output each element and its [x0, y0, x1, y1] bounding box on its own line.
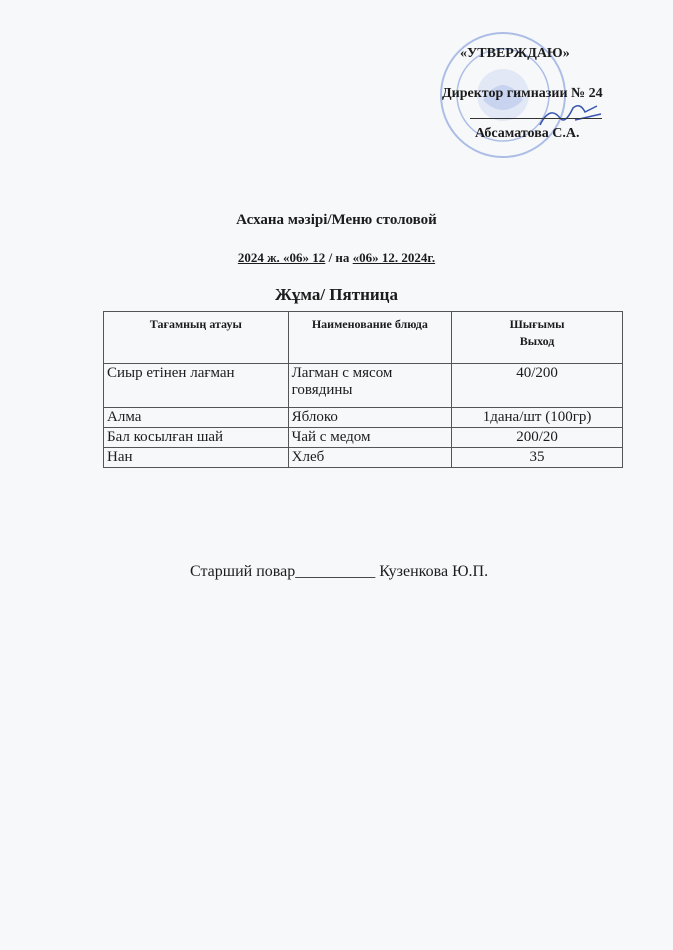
dish-yield: 1дана/шт (100гр)	[452, 408, 623, 428]
column-header: Шығымы Выход	[452, 312, 623, 364]
day-of-week: Жұма/ Пятница	[275, 285, 398, 304]
dish-name-ru: Яблоко	[288, 408, 451, 428]
dish-name-ru: Хлеб	[288, 448, 451, 468]
chef-signature-line: Старший повар__________ Кузенкова Ю.П.	[190, 563, 489, 580]
dish-name-ru: Лагман с мясом говядины	[288, 364, 451, 408]
dish-name-ru: Чай с медом	[288, 428, 451, 448]
signature-line	[470, 118, 602, 119]
dish-yield: 200/20	[452, 428, 623, 448]
date-kz: 2024 ж. «06» 12	[237, 250, 326, 265]
dish-yield: 35	[452, 448, 623, 468]
dish-yield: 40/200	[452, 364, 623, 408]
date-separator: / на	[325, 250, 353, 265]
table-row	[104, 428, 623, 448]
table-row	[104, 364, 623, 408]
table-header-row	[104, 312, 623, 364]
menu-date	[0, 250, 673, 266]
column-header: Наименование блюда	[288, 312, 451, 364]
date-ru: «06» 12. 2024г.	[352, 250, 436, 265]
approval-title: «УТВЕРЖДАЮ»	[460, 46, 570, 61]
dish-name-kz: Сиыр етінен лағман	[104, 364, 289, 408]
approval-name: Абсаматова С.А.	[475, 126, 580, 141]
dish-name-kz: Алма	[104, 408, 289, 428]
dish-name-kz: Бал косылған шай	[104, 428, 289, 448]
dish-name-kz: Нан	[104, 448, 289, 468]
page-title: Асхана мәзірі/Меню столовой	[236, 212, 437, 228]
column-header: Тағамның атауы	[104, 312, 289, 364]
table-row	[104, 408, 623, 428]
approval-position: Директор гимназии № 24	[442, 86, 603, 101]
table-row	[104, 448, 623, 468]
menu-table	[103, 311, 623, 468]
